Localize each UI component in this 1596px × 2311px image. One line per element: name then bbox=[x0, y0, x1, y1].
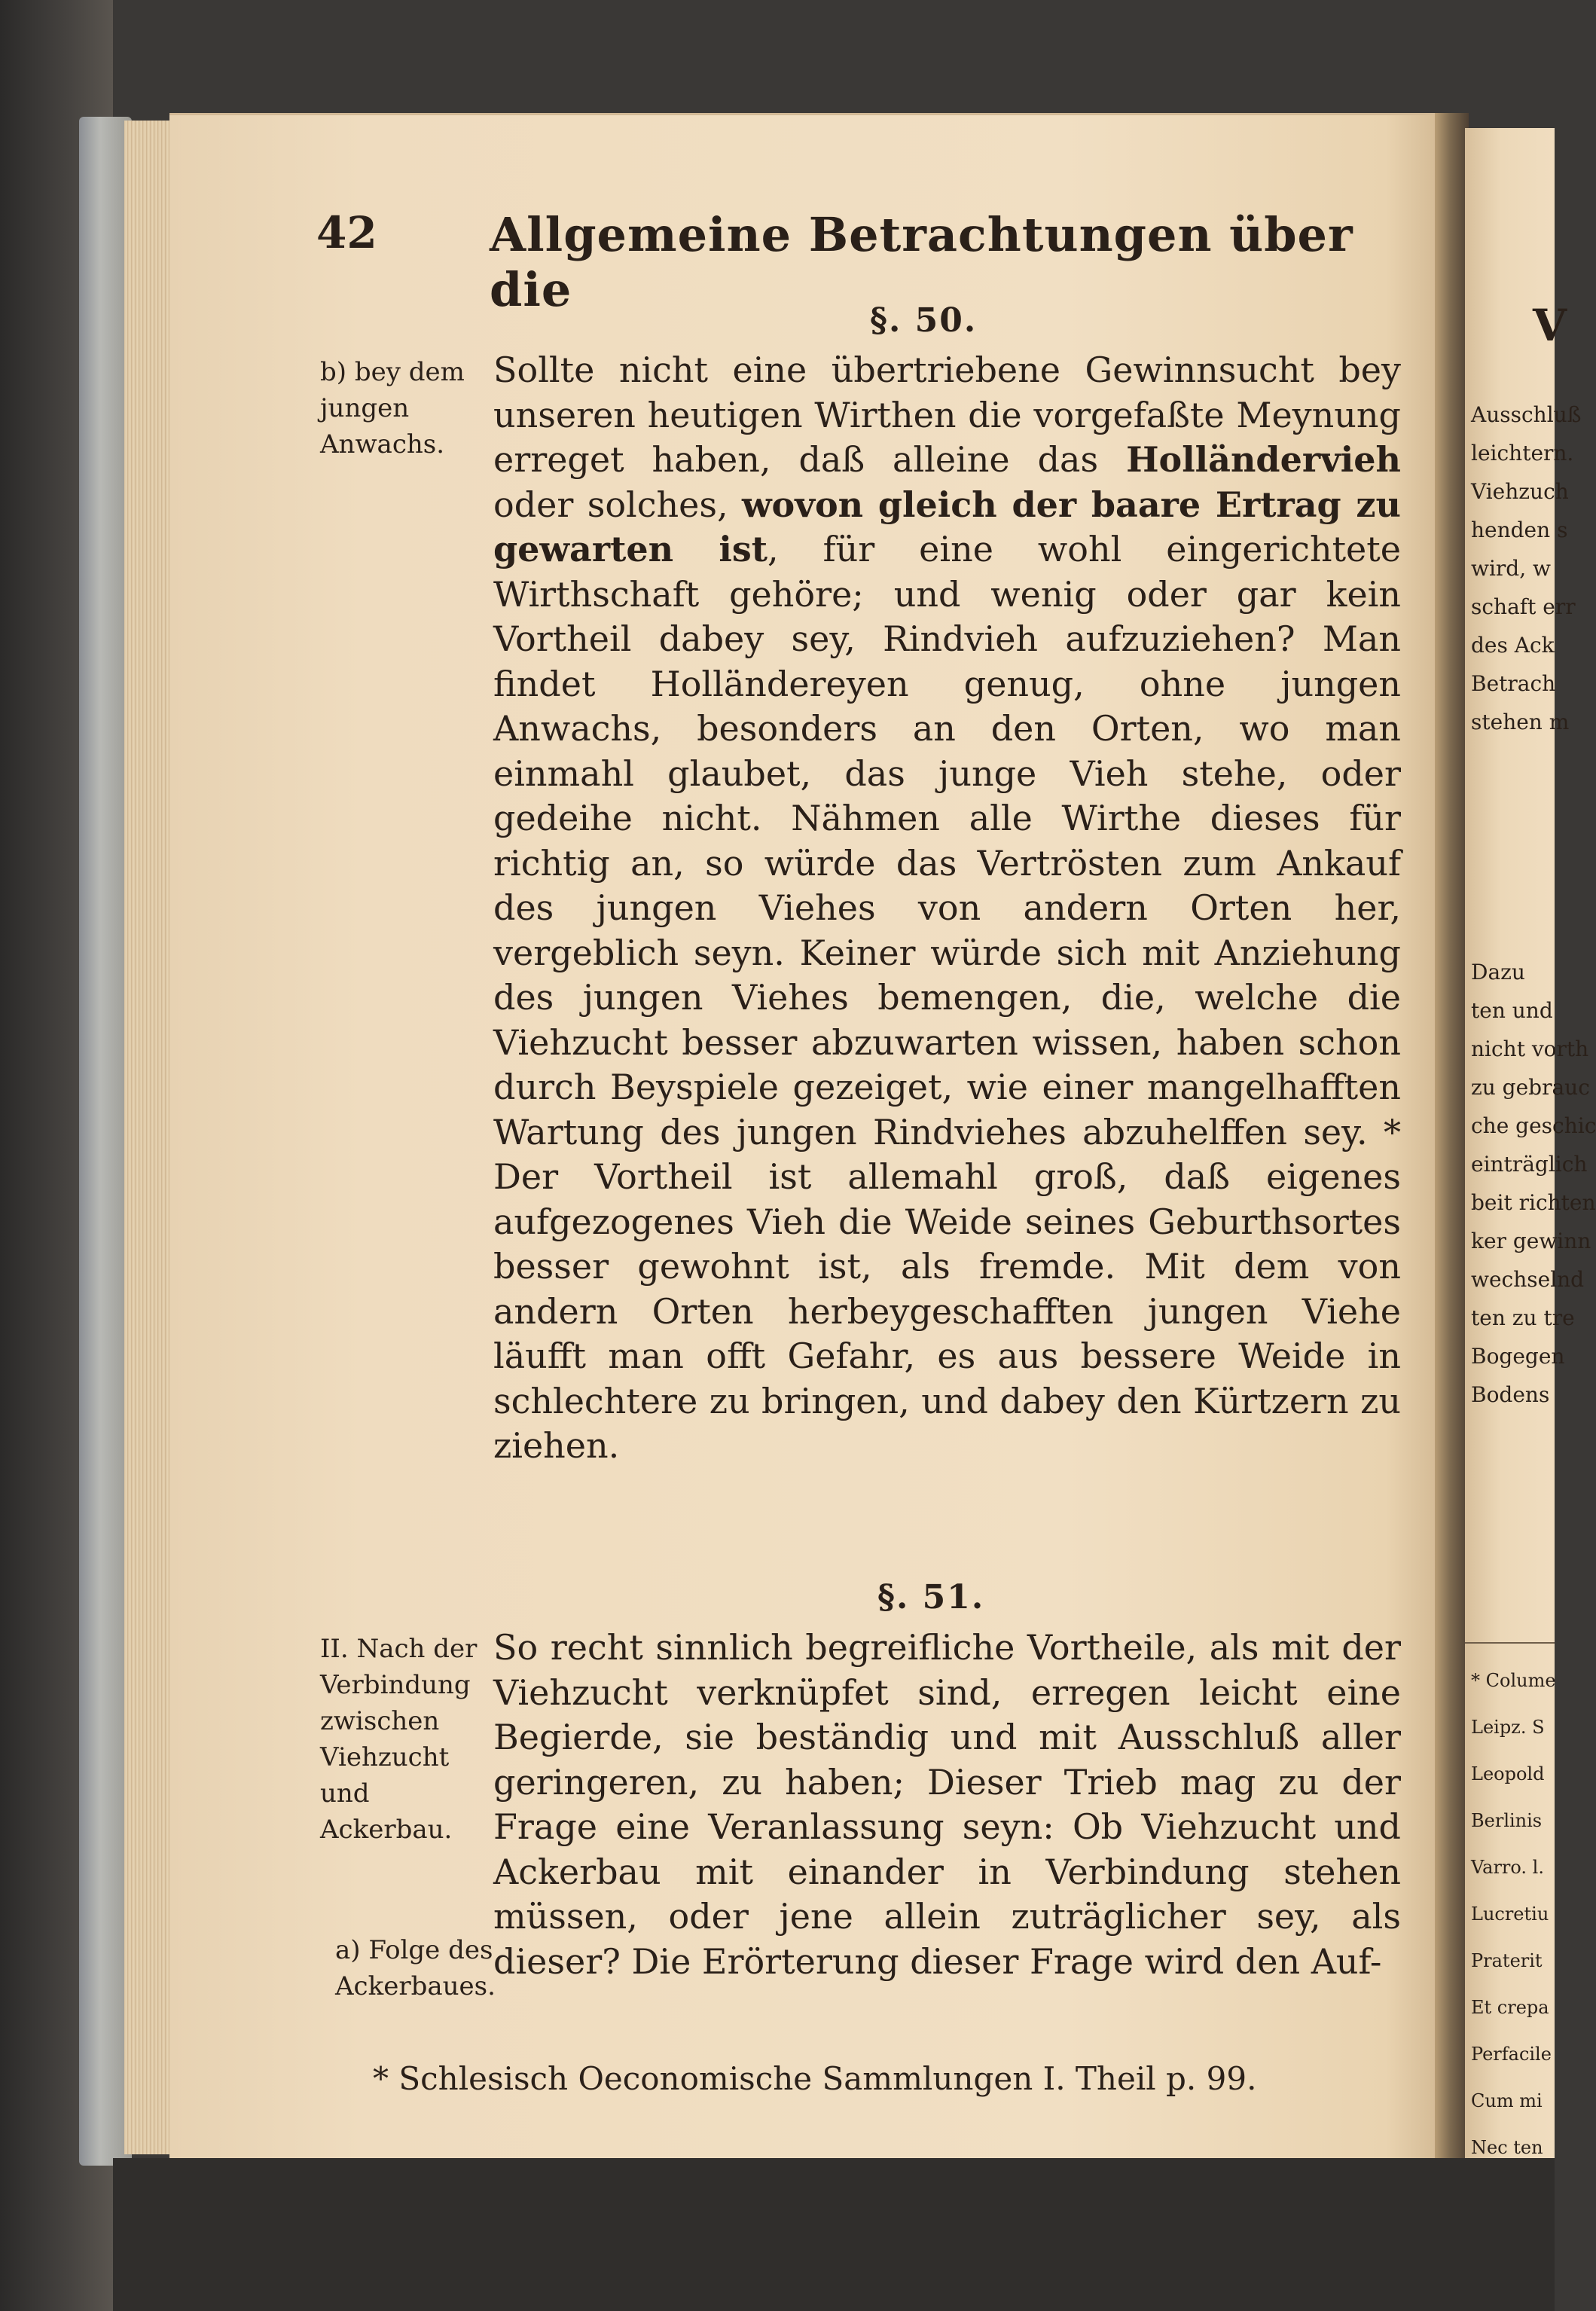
text-run-bold: wovon gleich der baare Ertrag zu gewarten ist bbox=[493, 484, 1401, 569]
text-run: , für eine wohl eingerichtete Wirthschaft gehöre; und wenig oder gar kein Vortheil dabey sey, Rindvieh aufzuziehen? Man findet Holländereyen genug, ohne jungen Anwachs, besonders an den Orten, wo man einmahl glaubet, das junge Vieh stehe, oder gedeihe nicht. Nähmen alle Wirthe dieses für richtig an, so würde das Vertrösten zum Ankauf des jungen Viehes von andern Orten her, vergeblich seyn. Keiner würde sich mit Anziehung des jungen Viehes bemengen, die, welche die Viehzucht besser abzuwarten wissen, haben schon durch Beyspiele gezeiget, wie einer mangelhafften Wartung des jungen Rindviehes abzuhelffen sey. * Der Vortheil ist allemahl groß, daß eigenes aufgezogenes Vieh die Weide seines Geburthsortes besser gewohnt ist, als fremde. Mit dem von andern Orten herbeygeschafften jungen Viehe läufft man offt Gefahr, es aus bessere Weide in schlechtere zu bringen, und dabey den Kürtzern zu ziehen. bbox=[493, 529, 1401, 1466]
right-page-heading: V bbox=[1533, 300, 1567, 351]
right-page-line: Cum mi bbox=[1471, 2090, 1543, 2111]
page-header bbox=[316, 207, 1386, 317]
margin-note-folge-ackerbau: a) Folge des Ackerbaues. bbox=[335, 1935, 496, 2001]
section-mark-50: §. 50. bbox=[870, 301, 978, 340]
right-page-line: Et crepa bbox=[1471, 1997, 1549, 2018]
page-number: 42 bbox=[316, 207, 377, 258]
text-run: Sollte nicht eine übertriebene Gewinnsucht bey unseren heutigen Wirthen die vorgefaßte Meynung erreget haben, daß alleine das bbox=[493, 350, 1401, 480]
right-page-line: Bodens bbox=[1471, 1382, 1550, 1407]
paragraph-section-51 bbox=[493, 1626, 1401, 1984]
right-page-line: henden s bbox=[1471, 517, 1568, 542]
right-page-line: stehen m bbox=[1471, 710, 1570, 734]
right-page-line: Dazu bbox=[1471, 960, 1525, 985]
text-run-bold: Holländervieh bbox=[1126, 439, 1401, 480]
right-page-line: schaft err bbox=[1471, 594, 1576, 619]
paragraph-section-50 bbox=[493, 348, 1401, 1469]
right-page-line: Lucretiu bbox=[1471, 1903, 1549, 1925]
right-page-rule bbox=[1465, 1642, 1555, 1644]
section-mark-51: §. 51. bbox=[877, 1578, 985, 1616]
margin-note-viehzucht-ackerbau: II. Nach der Verbindung zwischen Viehzucht und Ackerbau. bbox=[320, 1634, 478, 1845]
right-page-line: * Colume bbox=[1471, 1670, 1556, 1691]
right-page-line: Praterit bbox=[1471, 1950, 1543, 1971]
right-page-line: Perfacile bbox=[1471, 2044, 1552, 2065]
right-page-line: einträglich bbox=[1471, 1152, 1588, 1177]
right-page-line: Leopold bbox=[1471, 1763, 1545, 1784]
right-page-lines-middle bbox=[1471, 953, 1596, 1414]
right-page-lines-top bbox=[1471, 395, 1582, 741]
right-page-line: beit richten bbox=[1471, 1190, 1596, 1215]
right-page-line: wird, w bbox=[1471, 556, 1551, 581]
running-title: Allgemeine Betrachtungen über die bbox=[490, 207, 1353, 317]
right-page-line: Nec ten bbox=[1471, 2137, 1543, 2158]
right-page-footnotes bbox=[1471, 1657, 1569, 2218]
right-page-line: Viehzuch bbox=[1471, 479, 1569, 504]
right-page-line: Berlinis bbox=[1471, 1810, 1543, 1831]
right-page-fragment bbox=[1465, 128, 1596, 2162]
background-below-book bbox=[113, 2158, 1555, 2311]
text-run: So recht sinnlich begreifliche Vortheile, als mit der Viehzucht verknüpfet sind, erregen leicht eine Begierde, sie beständig und mit Ausschluß aller geringeren, zu haben; Dieser Trieb mag zu der Frage eine Veranlassung seyn: Ob Viehzucht und Ackerbau mit einander in Verbindung stehen müssen, oder jene allein zuträglicher sey, als dieser? Die Erörterung dieser Frage wird den Auf- bbox=[493, 1627, 1401, 1982]
right-page-line: ker gewinn bbox=[1471, 1229, 1591, 1253]
right-page-line: che geschic bbox=[1471, 1113, 1596, 1138]
margin-note-jungen-anwachs: b) bey dem jungen Anwachs. bbox=[320, 357, 465, 459]
right-page-line: Bogegen bbox=[1471, 1344, 1565, 1369]
right-page-line: des Ack bbox=[1471, 633, 1555, 658]
right-page-line: zu gebrauc bbox=[1471, 1075, 1590, 1100]
right-page-line: ten zu tre bbox=[1471, 1305, 1575, 1330]
right-page-line: Betrach bbox=[1471, 671, 1556, 696]
footnote: * Schlesisch Oeconomische Sammlungen I. Theil p. 99. bbox=[373, 2060, 1257, 2097]
text-run: oder solches, bbox=[493, 484, 742, 525]
right-page-line: leichtern. bbox=[1471, 441, 1574, 466]
right-page-line: Ausschluß bbox=[1471, 402, 1582, 427]
right-page-line: wechselnd bbox=[1471, 1267, 1585, 1292]
right-page-line: Leipz. S bbox=[1471, 1717, 1545, 1738]
right-page-line: Varro. l. bbox=[1471, 1857, 1544, 1878]
right-page-line: ten und bbox=[1471, 998, 1553, 1023]
book-gutter bbox=[1435, 113, 1469, 2158]
right-page-line: nicht vorth bbox=[1471, 1036, 1589, 1061]
